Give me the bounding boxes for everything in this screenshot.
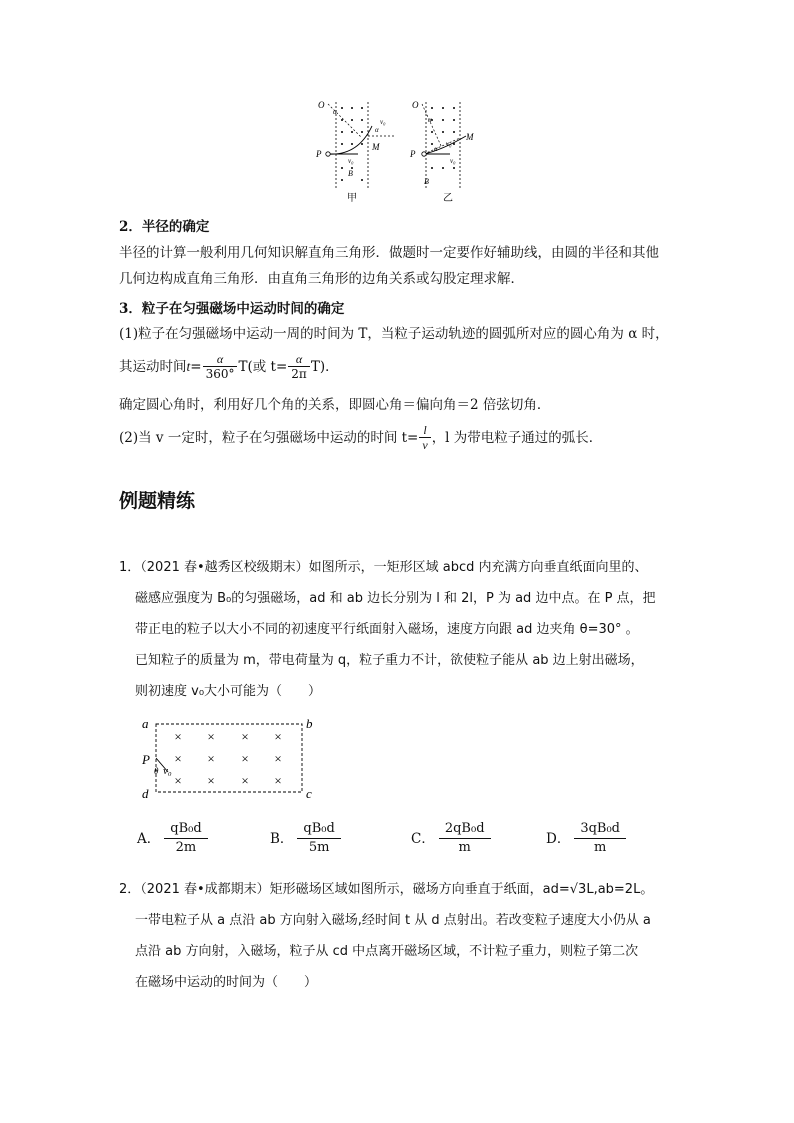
figure-yi [409,100,474,204]
label-v0-bottom-yi: v₀ [450,157,456,165]
cross-10: × [207,773,215,788]
q1-label-a: a [142,716,149,731]
option-a-label: A． [137,830,161,847]
q1-line4: 已知粒子的质量为 m，带电荷量为 q，粒子重力不计，欲使粒子能从 ab 边上射出磁场， [135,653,644,668]
cross-9: × [174,773,182,788]
cross-11: × [241,773,249,788]
option-b-label: B． [270,830,294,847]
section2-line2: 几何边构成直角三角形．由直角三角形的边角关系或勾股定理求解． [119,271,524,287]
fraction-l-v [419,423,430,452]
section2-heading: 2．半径的确定 [119,219,210,235]
option-c-label: C． [411,830,435,847]
option-a-den: 2m [164,838,207,857]
cross-4: × [274,729,282,744]
q2-line3: 点沿 ab 方向射，入磁场，粒子从 cd 中点离开磁场区域，不计粒子重力，则粒子第二次 [135,944,639,959]
option-c[interactable] [411,820,495,857]
frac2-den: 2π [288,366,310,381]
section3-p2-eq: = [190,358,202,375]
cross-12: × [274,773,282,788]
cross-6: × [207,751,215,766]
q1-label-v0: v₀ [163,765,172,777]
option-b-fraction [297,820,340,857]
option-d-den: m [574,838,626,857]
label-alpha1-jia: α [333,108,337,116]
section3-p2-prefix: 其运动时间 [119,358,187,375]
cross-5: × [174,751,182,766]
option-c-num: 2qB₀d [444,821,485,836]
option-c-den: m [439,838,491,857]
option-a-num: qB₀d [170,821,202,836]
section3-p4-line [119,423,602,452]
frac1-num: α [216,352,224,366]
frac3-den: v [419,437,430,452]
cross-1: × [174,729,182,744]
q1-line5: 则初速度 v₀大小可能为（ ） [135,684,322,699]
frac3-num: l [423,423,427,437]
label-M-yi: M [466,132,474,142]
caption-yi: 乙 [443,193,453,204]
cross-3: × [241,729,249,744]
figure-jia-yi [300,92,490,207]
option-a[interactable] [137,820,212,857]
cross-8: × [274,751,282,766]
label-B-yi: B [424,177,429,186]
q1-line3: 带正电的粒子以大小不同的初速度平行纸面射入磁场，速度方向跟 ad 边夹角 θ=30° 。 [135,622,639,637]
option-d-label: D． [546,830,571,847]
option-d-fraction [574,820,626,857]
section3-p4-suffix: ，l 为带电粒子通过的弧长． [431,429,603,446]
section3-p4-prefix: (2)当 v 一定时，粒子在匀强磁场中运动的时间 t= [119,429,419,446]
q1-line2: 磁感应强度为 B₀的匀强磁场，ad 和 ab 边长分别为 l 和 2l，P 为 ad 边中点。在 P 点，把 [135,591,656,606]
label-v0-mid-yi: v₀ [446,140,452,148]
label-v0-bottom-jia: v₀ [348,157,354,165]
section3-formula-line [119,352,339,381]
option-d-num: 3qB₀d [580,821,621,836]
q1-label-c: c [306,786,312,801]
figure-jia [315,100,396,204]
section3-heading: 3．粒子在匀强磁场中运动时间的确定 [119,301,345,317]
section3-p1: (1)粒子在匀强磁场中运动一周的时间为 T，当粒子运动轨迹的圆弧所对应的圆心角为 α 时， [119,326,669,342]
label-P-jia: P [316,149,322,159]
q1-line1: 1．（2021 春•越秀区校级期末）如图所示，一矩形区域 abcd 内充满方向垂直纸面向里的、 [119,560,648,575]
label-B-jia: B [348,169,353,178]
cross-7: × [241,751,249,766]
frac1-den: 360° [203,366,238,381]
q1-label-b: b [306,716,313,731]
option-b-den: 5m [297,838,340,857]
frac2-num: α [295,352,303,366]
section3-p2-t: t [186,358,191,374]
label-O-yi: O [412,100,419,110]
section2-line1: 半径的计算一般利用几何知识解直角三角形．做题时一定要作好辅助线，由圆的半径和其他 [119,245,659,261]
section3-p3: 确定圆心角时，利用好几个角的关系，即圆心角＝偏向角＝2 倍弦切角． [119,397,551,413]
q1-label-theta: θ [154,766,159,776]
label-alpha1-yi: α [428,116,432,124]
label-O-jia: O [318,100,325,110]
label-alpha2-jia: α [375,126,379,134]
fraction-alpha-360 [203,352,238,381]
section3-p2-end: T)． [310,358,339,375]
fraction-alpha-2pi [288,352,310,381]
q1-label-d: d [142,786,149,801]
option-c-fraction [439,820,491,857]
option-b-num: qB₀d [303,821,335,836]
q1-label-P: P [142,752,150,767]
q2-line2: 一带电粒子从 a 点沿 ab 方向射入磁场,经时间 t 从 d 点射出。若改变粒子速度大小仍从 a [135,913,651,928]
caption-jia: 甲 [347,193,357,204]
q2-line1: 2．（2021 春•成都期末）矩形磁场区域如图所示，磁场方向垂直于纸面，ad=√3L,ab=2L。 [119,882,654,897]
label-M-jia: M [372,142,380,152]
option-d[interactable] [546,820,630,857]
section3-p2-mid: T(或 t= [238,358,288,375]
cross-2: × [207,729,215,744]
label-v0-top-jia: v₀ [380,118,386,126]
option-b[interactable] [270,820,345,857]
examples-title: 例题精练 [119,490,196,512]
q2-line4: 在磁场中运动的时间为（ ） [135,975,318,990]
label-P-yi: P [410,149,416,159]
label-alpha2-yi: α [434,145,438,153]
q1-figure [138,712,328,804]
option-a-fraction [164,820,207,857]
